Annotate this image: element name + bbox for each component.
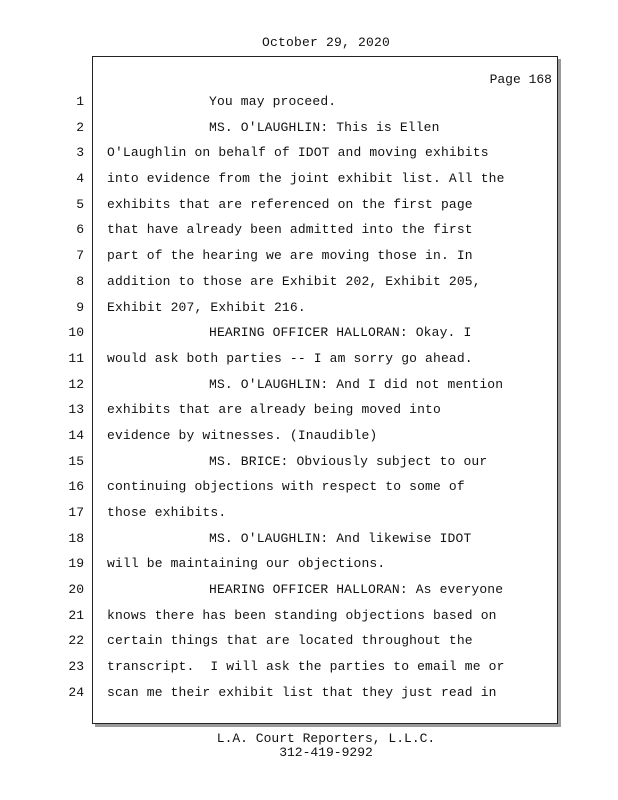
transcript-line: addition to those are Exhibit 202, Exhibit 205, — [107, 273, 481, 289]
line-number: 3 — [76, 145, 84, 161]
line-number: 20 — [68, 582, 84, 598]
line-number: 18 — [68, 530, 84, 546]
transcript-line: part of the hearing we are moving those in. In — [107, 248, 473, 264]
transcript-line: O'Laughlin on behalf of IDOT and moving exhibits — [107, 145, 489, 161]
line-number: 7 — [76, 248, 84, 264]
header-date: October 29, 2020 — [261, 35, 391, 50]
line-number: 22 — [68, 633, 84, 649]
transcript-line: evidence by witnesses. (Inaudible) — [107, 427, 378, 443]
transcript-line: HEARING OFFICER HALLORAN: As everyone — [209, 582, 504, 598]
footer-phone: 312-419-9292 — [279, 745, 373, 760]
transcript-line: exhibits that are already being moved into — [107, 402, 441, 418]
line-number: 10 — [68, 325, 84, 341]
transcript-line: will be maintaining our objections. — [107, 556, 386, 572]
line-number: 1 — [76, 94, 84, 109]
transcript-line: would ask both parties -- I am sorry go ahead. — [107, 350, 473, 366]
line-number: 14 — [68, 427, 84, 443]
line-number: 21 — [68, 607, 84, 623]
transcript-line: HEARING OFFICER HALLORAN: Okay. I — [209, 325, 472, 341]
transcript-line: MS. O'LAUGHLIN: And I did not mention — [209, 376, 504, 392]
transcript-text — [107, 89, 552, 706]
transcript-line: MS. O'LAUGHLIN: This is Ellen — [209, 119, 440, 135]
line-number: 2 — [76, 119, 84, 135]
footer — [0, 732, 618, 760]
line-number: 15 — [68, 453, 84, 469]
line-number: 17 — [68, 505, 84, 520]
line-number: 4 — [76, 171, 84, 187]
line-number: 5 — [76, 196, 84, 212]
line-number: 24 — [68, 684, 84, 700]
transcript-line: those exhibits. — [107, 505, 227, 520]
transcript-line: certain things that are located throughout the — [107, 633, 473, 649]
line-number-column — [40, 89, 84, 706]
line-number: 8 — [76, 273, 84, 289]
transcript-line: exhibits that are referenced on the first page — [107, 196, 473, 212]
transcript-line: knows there has been standing objections based on — [107, 607, 497, 623]
transcript-line: continuing objections with respect to some of — [107, 479, 465, 495]
line-number: 12 — [68, 376, 84, 392]
line-number: 13 — [68, 402, 84, 418]
line-number: 16 — [68, 479, 84, 495]
transcript-line: into evidence from the joint exhibit list. All the — [107, 171, 505, 187]
footer-company: L.A. Court Reporters, L.L.C. — [216, 731, 436, 746]
transcript-line: transcript. I will ask the parties to email me or — [107, 659, 505, 675]
page-number: Page 168 — [489, 72, 552, 87]
transcript-line: MS. O'LAUGHLIN: And likewise IDOT — [209, 530, 472, 546]
line-number: 6 — [76, 222, 84, 238]
line-number: 11 — [68, 350, 84, 366]
transcript-line: scan me their exhibit list that they just read in — [107, 684, 497, 700]
line-number: 9 — [76, 299, 84, 315]
transcript-line: Exhibit 207, Exhibit 216. — [107, 299, 306, 315]
line-number: 19 — [68, 556, 84, 572]
transcript-line: MS. BRICE: Obviously subject to our — [209, 453, 488, 469]
line-number: 23 — [68, 659, 84, 675]
transcript-line: You may proceed. — [209, 94, 337, 109]
transcript-line: that have already been admitted into the first — [107, 222, 473, 238]
